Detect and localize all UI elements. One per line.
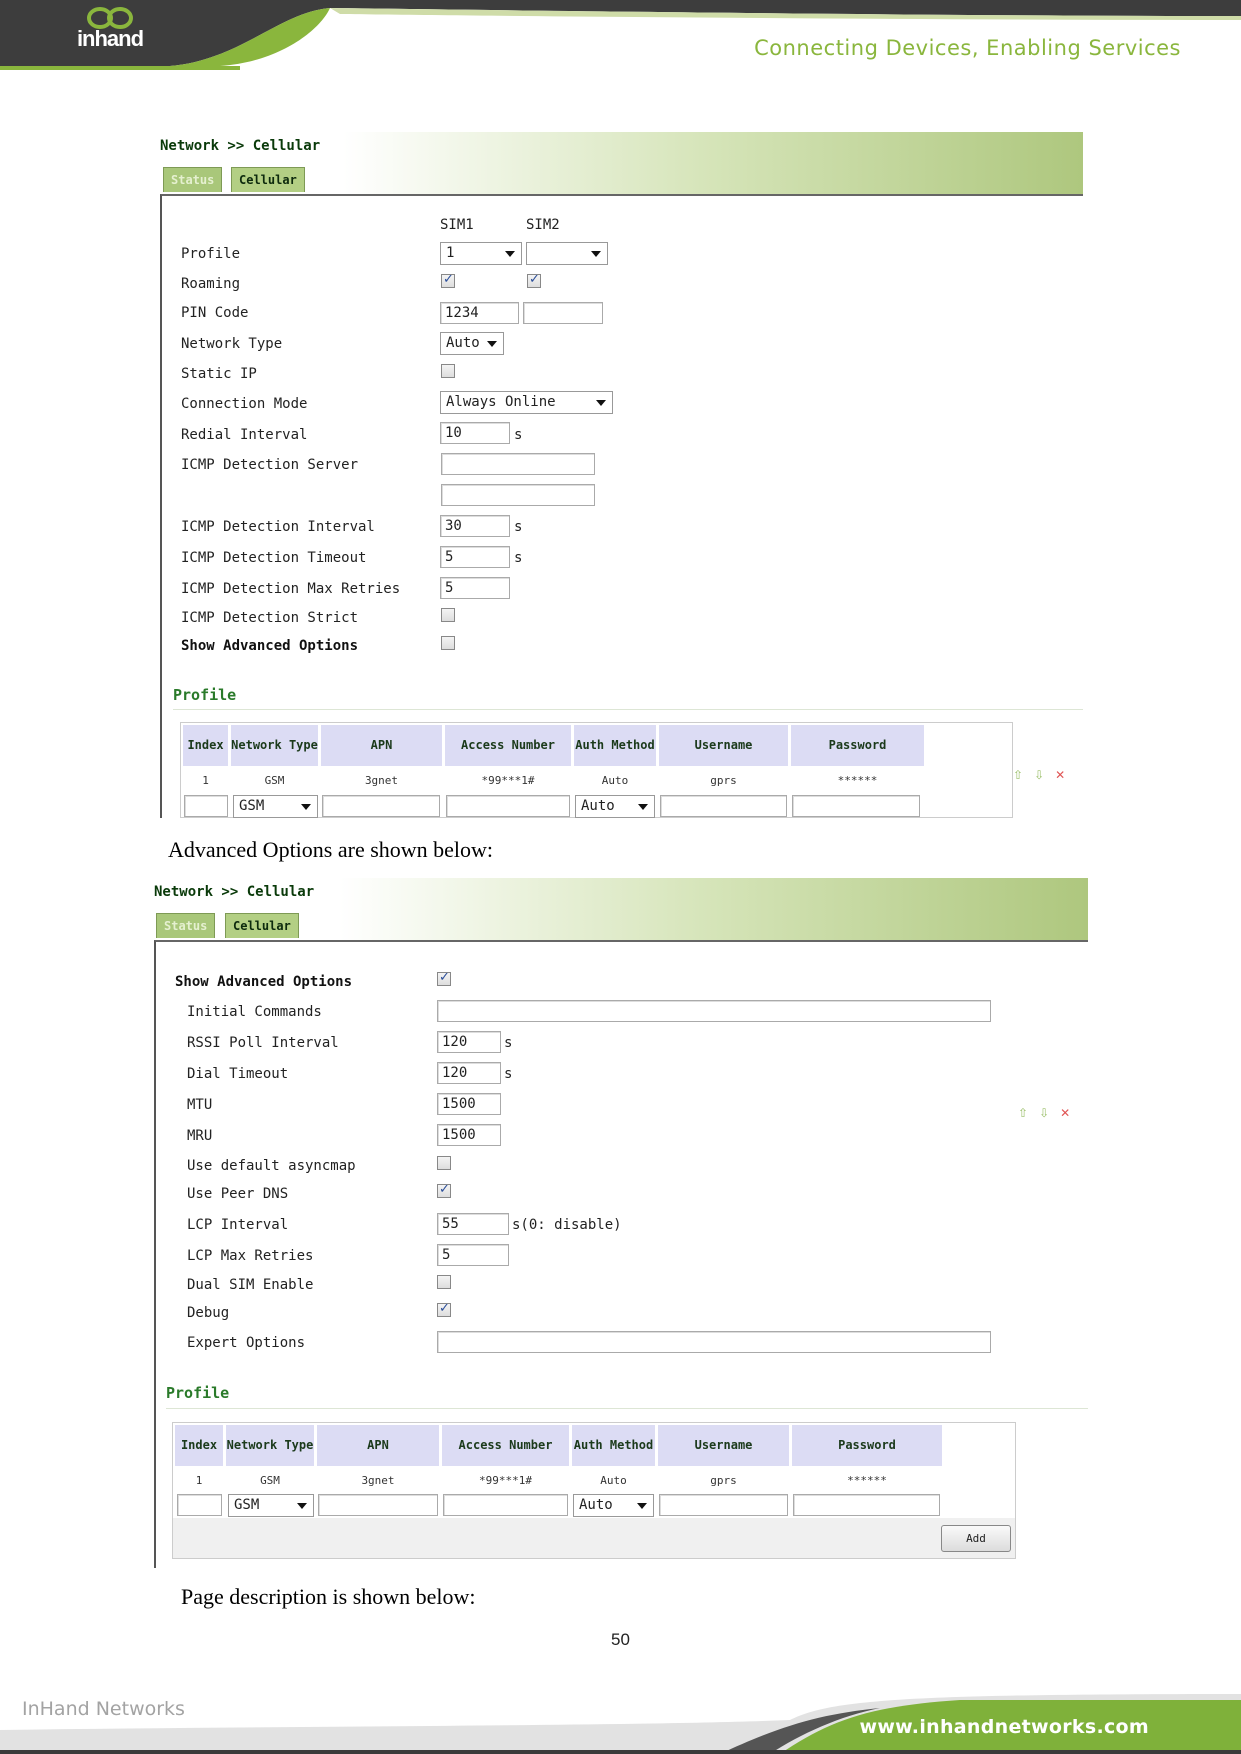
cell-auth-method: Auto	[600, 1474, 627, 1487]
chevron-down-icon	[638, 804, 648, 810]
dial-timeout-unit: s	[504, 1066, 513, 1082]
icmp-strict-checkbox[interactable]	[441, 608, 455, 622]
pin-sim2-input[interactable]	[523, 302, 603, 324]
move-up-icon[interactable]: ⇧	[1018, 1106, 1029, 1120]
col-header-access-number: Access Number	[445, 725, 571, 766]
caption-advanced: Advanced Options are shown below:	[168, 837, 494, 862]
page-footer	[0, 1680, 1241, 1754]
cell-username: gprs	[710, 1474, 737, 1487]
cell-password: ******	[847, 1474, 887, 1487]
icmp-server-input-2[interactable]	[441, 484, 595, 506]
cell-username: gprs	[710, 774, 737, 787]
col-header-password: Password	[792, 1425, 942, 1466]
new-auth-method-value: Auto	[581, 798, 615, 814]
mtu-label: MTU	[187, 1097, 213, 1113]
header-tagline: Connecting Devices, Enabling Services	[754, 36, 1181, 60]
breadcrumb-bar	[158, 132, 1083, 195]
sim2-header: SIM2	[526, 217, 560, 233]
connection-mode-label: Connection Mode	[181, 396, 308, 412]
footer-url[interactable]: www.inhandnetworks.com	[859, 1716, 1149, 1738]
icmp-retries-label: ICMP Detection Max Retries	[181, 581, 401, 597]
new-network-type-value: GSM	[239, 798, 265, 814]
connection-mode-select[interactable]	[440, 391, 613, 414]
new-apn-input[interactable]	[322, 795, 440, 817]
delete-icon[interactable]: ✕	[1055, 768, 1066, 782]
new-auth-method-value: Auto	[579, 1497, 613, 1513]
initial-commands-label: Initial Commands	[187, 1004, 322, 1020]
profile-sim1-value: 1	[446, 245, 455, 261]
page-header	[0, 0, 1241, 70]
chevron-down-icon	[301, 804, 311, 810]
new-network-type-select[interactable]	[233, 795, 318, 818]
profile-sim2-select[interactable]	[526, 242, 608, 265]
icmp-timeout-unit: s	[514, 550, 523, 566]
asyncmap-checkbox[interactable]	[437, 1156, 451, 1170]
dual-sim-checkbox[interactable]	[437, 1275, 451, 1289]
chevron-down-icon	[505, 251, 515, 257]
peer-dns-checkbox[interactable]	[437, 1184, 451, 1198]
show-advanced-label: Show Advanced Options	[181, 638, 359, 654]
chevron-down-icon	[637, 1503, 647, 1509]
breadcrumb-bar	[152, 878, 1088, 941]
breadcrumb: Network >> Cellular	[160, 138, 321, 154]
peer-dns-label: Use Peer DNS	[187, 1186, 289, 1202]
icmp-interval-unit: s	[514, 519, 523, 535]
page-number: 50	[611, 1630, 630, 1649]
row-actions	[1013, 768, 1065, 782]
new-password-input[interactable]	[793, 1494, 940, 1516]
tab-status[interactable]: Status	[163, 167, 222, 192]
expert-options-input[interactable]	[437, 1331, 991, 1353]
section-divider	[166, 1408, 1088, 1409]
new-index-input[interactable]	[184, 795, 228, 817]
rssi-poll-input[interactable]: 120	[437, 1031, 501, 1053]
icmp-interval-label: ICMP Detection Interval	[181, 519, 375, 535]
col-header-access-number: Access Number	[442, 1425, 569, 1466]
inhand-logo	[70, 4, 150, 60]
col-header-apn: APN	[317, 1425, 439, 1466]
initial-commands-input[interactable]	[437, 1000, 991, 1022]
static-ip-checkbox[interactable]	[441, 364, 455, 378]
redial-interval-unit: s	[514, 427, 523, 443]
show-advanced-checkbox[interactable]	[437, 972, 451, 986]
tab-cellular[interactable]: Cellular	[225, 913, 299, 938]
advanced-settings-panel	[152, 878, 1088, 1568]
icmp-timeout-label: ICMP Detection Timeout	[181, 550, 367, 566]
chevron-down-icon	[487, 341, 497, 347]
cell-network-type: GSM	[260, 1474, 280, 1487]
pin-code-label: PIN Code	[181, 305, 249, 321]
network-type-value: Auto	[446, 335, 480, 351]
move-down-icon[interactable]: ⇩	[1034, 768, 1045, 782]
col-header-username: Username	[659, 725, 788, 766]
col-header-password: Password	[791, 725, 924, 766]
redial-interval-label: Redial Interval	[181, 427, 308, 443]
mru-label: MRU	[187, 1128, 213, 1144]
section-divider	[173, 709, 1083, 710]
icmp-server-input-1[interactable]	[441, 453, 595, 475]
new-password-input[interactable]	[792, 795, 920, 817]
icmp-interval-input[interactable]: 30	[440, 515, 510, 537]
delete-icon[interactable]: ✕	[1060, 1106, 1071, 1120]
footer-company: InHand Networks	[22, 1698, 185, 1720]
cell-apn: 3gnet	[361, 1474, 395, 1487]
cell-access-number: *99***1#	[481, 774, 535, 787]
cell-network-type: GSM	[264, 774, 285, 787]
connection-mode-value: Always Online	[446, 394, 556, 410]
lcp-retries-label: LCP Max Retries	[187, 1248, 314, 1264]
new-access-number-input[interactable]	[443, 1494, 568, 1516]
new-username-input[interactable]	[659, 1494, 788, 1516]
caption-page-description: Page description is shown below:	[181, 1584, 476, 1609]
lcp-interval-label: LCP Interval	[187, 1217, 289, 1233]
profile-section-title: Profile	[173, 686, 237, 704]
cell-index: 1	[202, 774, 209, 787]
tab-status[interactable]: Status	[156, 913, 215, 938]
col-header-auth-method: Auth Method	[572, 1425, 655, 1466]
chevron-down-icon	[591, 251, 601, 257]
dial-timeout-input[interactable]: 120	[437, 1062, 501, 1084]
chevron-down-icon	[596, 400, 606, 406]
cell-password: ******	[837, 774, 878, 787]
sim1-header: SIM1	[440, 217, 474, 233]
col-header-index: Index	[175, 1425, 223, 1466]
cellular-settings-panel	[158, 132, 1083, 818]
col-header-network-type: Network Type	[231, 725, 318, 766]
cell-auth-method: Auto	[601, 774, 629, 787]
debug-checkbox[interactable]	[437, 1303, 451, 1317]
col-header-network-type: Network Type	[226, 1425, 314, 1466]
asyncmap-label: Use default asyncmap	[187, 1158, 356, 1174]
new-network-type-select[interactable]	[228, 1494, 314, 1517]
rssi-poll-unit: s	[504, 1035, 513, 1051]
col-header-username: Username	[658, 1425, 789, 1466]
dual-sim-label: Dual SIM Enable	[187, 1277, 314, 1293]
add-button[interactable]: Add	[941, 1525, 1011, 1552]
mru-input[interactable]: 1500	[437, 1124, 501, 1146]
profile-label: Profile	[181, 246, 241, 262]
icmp-strict-label: ICMP Detection Strict	[181, 610, 359, 626]
profile-sim1-select[interactable]	[440, 242, 522, 265]
lcp-interval-input[interactable]: 55	[437, 1213, 509, 1235]
show-advanced-label: Show Advanced Options	[175, 974, 353, 990]
mtu-input[interactable]: 1500	[437, 1093, 501, 1115]
network-type-select[interactable]	[440, 332, 504, 355]
roaming-label: Roaming	[181, 276, 241, 292]
expert-options-label: Expert Options	[187, 1335, 306, 1351]
rssi-poll-label: RSSI Poll Interval	[187, 1035, 339, 1051]
profile-section-title: Profile	[166, 1384, 230, 1402]
new-access-number-input[interactable]	[446, 795, 570, 817]
lcp-interval-unit: s(0: disable)	[512, 1217, 622, 1233]
move-down-icon[interactable]: ⇩	[1039, 1106, 1050, 1120]
profile-table	[180, 722, 1013, 818]
new-auth-method-select[interactable]	[573, 1494, 654, 1517]
icmp-server-label: ICMP Detection Server	[181, 457, 359, 473]
logo-text: inhand	[76, 26, 144, 51]
pin-sim1-input[interactable]: 1234	[440, 302, 519, 324]
cell-apn: 3gnet	[364, 774, 399, 787]
new-network-type-value: GSM	[234, 1497, 260, 1513]
new-apn-input[interactable]	[318, 1494, 438, 1516]
row-actions	[1018, 1106, 1070, 1120]
cell-access-number: *99***1#	[479, 1474, 532, 1487]
new-username-input[interactable]	[660, 795, 787, 817]
icmp-retries-input[interactable]: 5	[440, 577, 510, 599]
cell-index: 1	[195, 1474, 203, 1487]
show-advanced-checkbox[interactable]	[441, 636, 455, 650]
roaming-sim2-checkbox[interactable]	[527, 274, 541, 288]
icmp-timeout-input[interactable]: 5	[440, 546, 510, 568]
network-type-label: Network Type	[181, 336, 283, 352]
tab-cellular[interactable]: Cellular	[231, 167, 305, 192]
breadcrumb: Network >> Cellular	[154, 884, 315, 900]
new-index-input[interactable]	[177, 1494, 222, 1516]
static-ip-label: Static IP	[181, 366, 257, 382]
col-header-index: Index	[183, 725, 228, 766]
chevron-down-icon	[297, 1503, 307, 1509]
redial-interval-input[interactable]: 10	[440, 422, 510, 444]
roaming-sim1-checkbox[interactable]	[441, 274, 455, 288]
col-header-auth-method: Auth Method	[574, 725, 656, 766]
profile-table	[172, 1422, 1016, 1559]
debug-label: Debug	[187, 1305, 230, 1321]
col-header-apn: APN	[321, 725, 442, 766]
lcp-retries-input[interactable]: 5	[437, 1244, 509, 1266]
move-up-icon[interactable]: ⇧	[1013, 768, 1024, 782]
new-auth-method-select[interactable]	[575, 795, 655, 818]
dial-timeout-label: Dial Timeout	[187, 1066, 289, 1082]
